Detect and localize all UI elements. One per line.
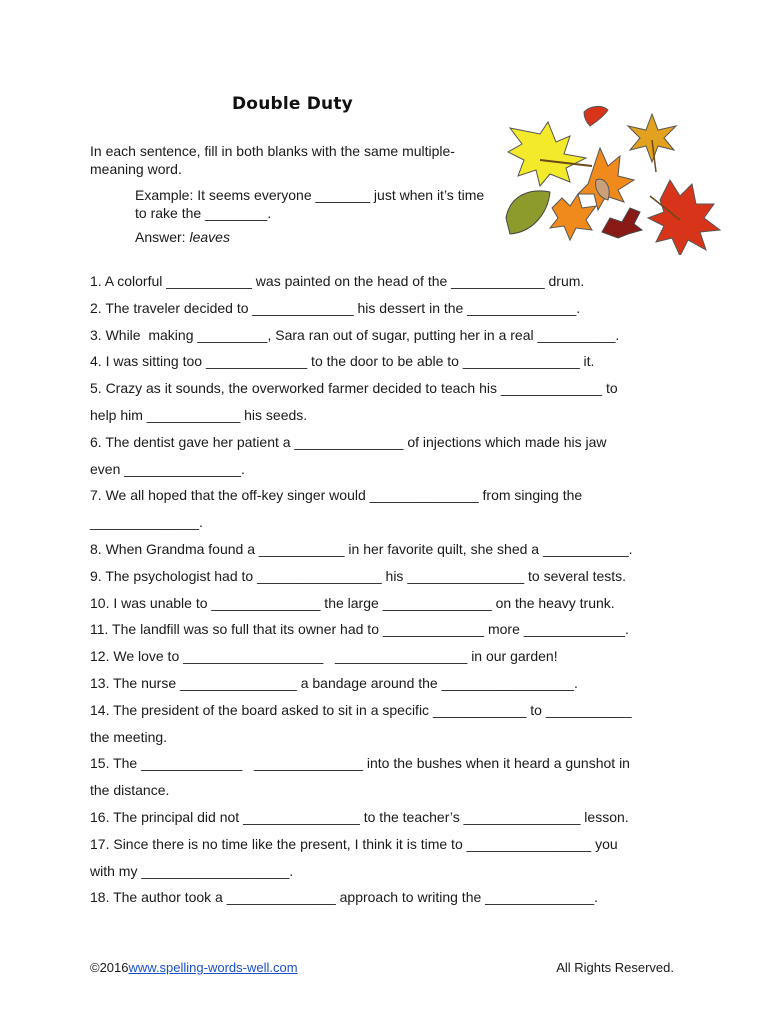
gold-leaf xyxy=(628,114,676,162)
question-line: 15. The _____________ ______________ into the bushes when it heard a gunshot in xyxy=(90,755,630,772)
question-line: 2. The traveler decided to _____________ his dessert in the ______________. xyxy=(90,299,581,316)
question-line: 11. The landfill was so full that its owner had to _____________ more _____________. xyxy=(90,621,629,638)
small-red-leaf xyxy=(584,106,608,126)
question-line: 12. We love to __________________ _________________ in our garden! xyxy=(90,648,558,665)
question-line: 16. The principal did not _______________ to the teacher’s _______________ lesson. xyxy=(90,808,629,825)
footer-rights: All Rights Reserved. xyxy=(556,960,674,975)
autumn-leaves-illustration xyxy=(500,100,725,255)
website-link[interactable]: www.spelling-words-well.com xyxy=(128,960,298,975)
answer-label: Answer: xyxy=(135,229,186,245)
question-line: 4. I was sitting too _____________ to the door to be able to _______________ it. xyxy=(90,353,595,370)
question-line: 7. We all hoped that the off-key singer would ______________ from singing the xyxy=(90,487,583,504)
question-line: 14. The president of the board asked to sit in a specific ____________ to ___________ xyxy=(90,701,632,718)
question-line: even _______________. xyxy=(90,460,245,477)
question-line: 18. The author took a ______________ approach to writing the ______________. xyxy=(90,889,599,906)
question-line: the distance. xyxy=(90,782,170,799)
question-line: 8. When Grandma found a ___________ in her favorite quilt, she shed a ___________. xyxy=(90,540,633,557)
copyright-text: ©2016 xyxy=(90,960,129,975)
example-sentence: Example: It seems everyone _______ just when it’s time to rake the ________. xyxy=(135,187,485,221)
question-line: 13. The nurse _______________ a bandage around the _________________. xyxy=(90,674,578,691)
question-list xyxy=(90,268,680,911)
answer-word: leaves xyxy=(189,229,230,245)
orange-leaf-center xyxy=(578,148,634,210)
question-line: 1. A colorful ___________ was painted on the head of the ____________ drum. xyxy=(90,273,585,289)
maroon-leaf xyxy=(602,208,642,238)
footer-copyright xyxy=(90,960,298,975)
question-line: the meeting. xyxy=(90,728,168,745)
question-line: 5. Crazy as it sounds, the overworked farmer decided to teach his _____________ to xyxy=(90,380,618,397)
instructions: In each sentence, fill in both blanks with the same multiple-meaning word. xyxy=(90,143,455,177)
green-leaf xyxy=(506,191,550,234)
example-answer xyxy=(135,229,230,245)
yellow-leaf xyxy=(508,122,586,186)
question-line: 17. Since there is no time like the present, I think it is time to ________________ you xyxy=(90,835,618,852)
question-line: help him ____________ his seeds. xyxy=(90,406,308,423)
orange-leaf-lower xyxy=(550,194,596,240)
question-line: 6. The dentist gave her patient a ______________ of injections which made his jaw xyxy=(90,433,607,450)
question-line: ______________. xyxy=(90,514,203,531)
question-line: 3. While making _________, Sara ran out of sugar, putting her in a real __________. xyxy=(90,326,620,343)
question-line: 10. I was unable to ______________ the large ______________ on the heavy trunk. xyxy=(90,594,615,611)
question-line: with my ___________________. xyxy=(90,862,294,879)
red-leaf xyxy=(648,180,720,255)
question-line: 9. The psychologist had to ________________ his _______________ to several tests. xyxy=(90,567,627,584)
worksheet-title: Double Duty xyxy=(232,94,353,114)
